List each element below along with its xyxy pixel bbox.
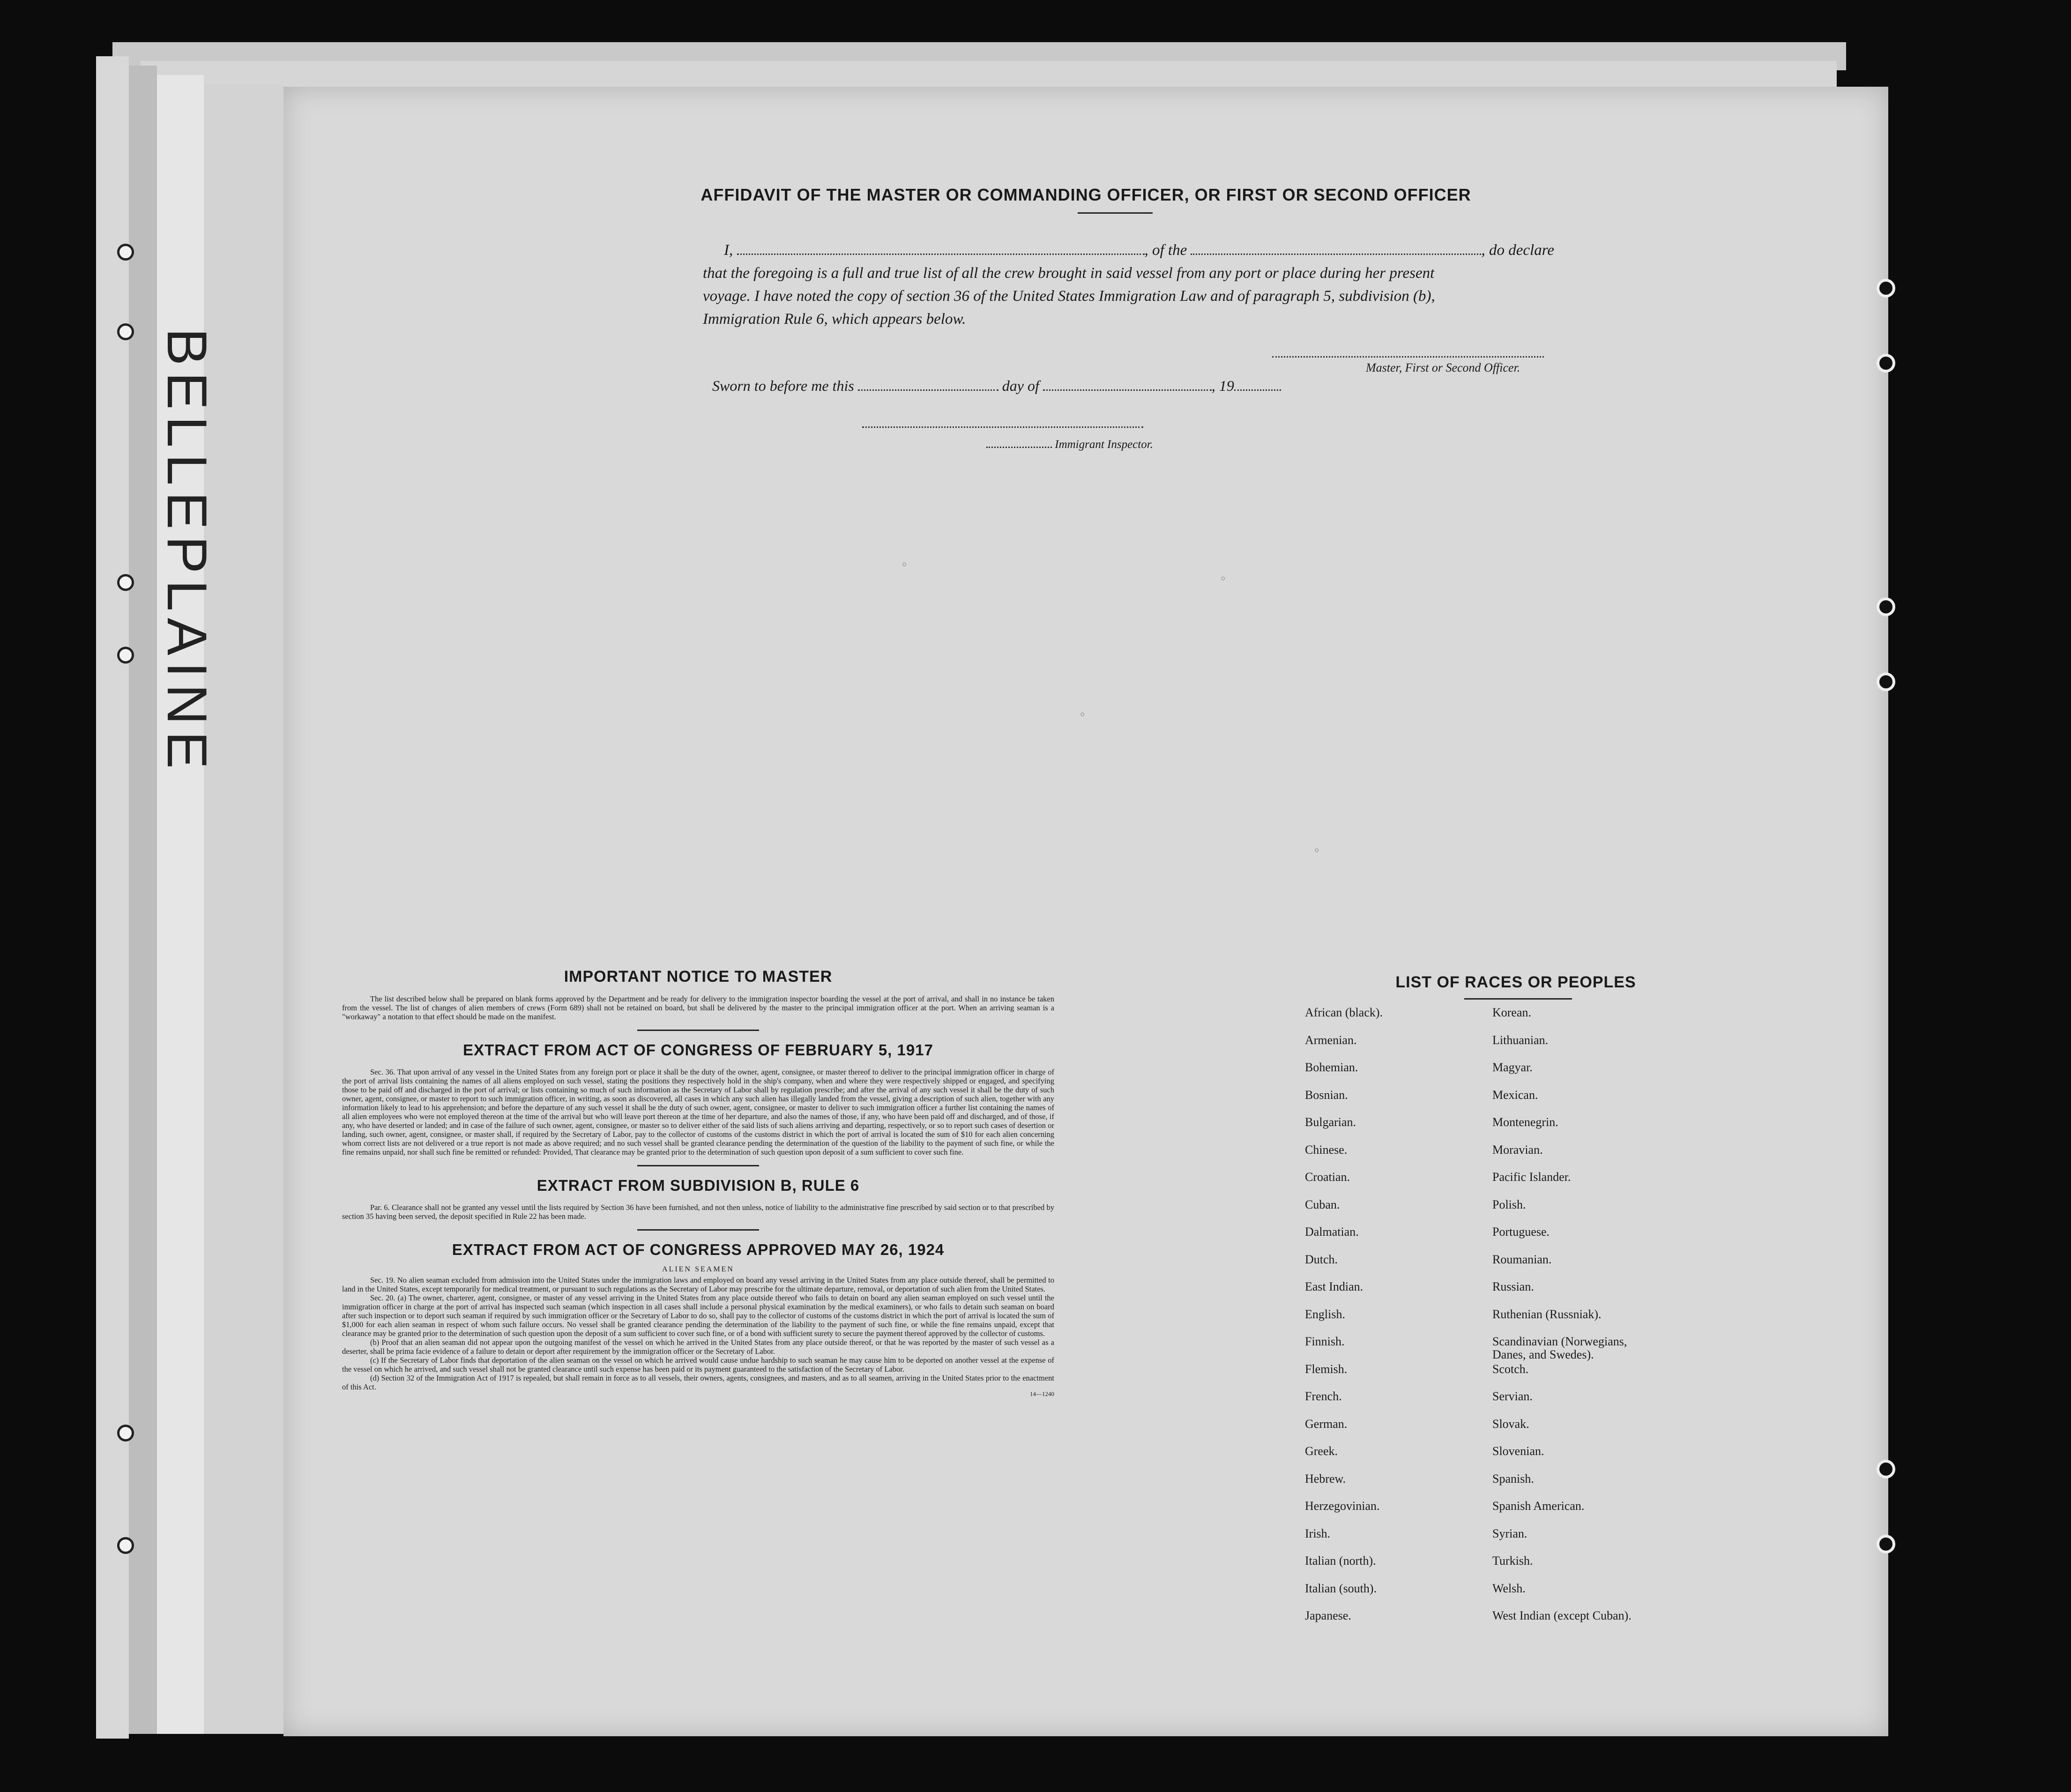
race-item: African (black). [1305, 1006, 1383, 1019]
race-item: Magyar. [1492, 1060, 1533, 1074]
race-item: Mexican. [1492, 1088, 1538, 1102]
race-item: Hebrew. [1305, 1471, 1346, 1486]
of-the-label: , of the [1144, 242, 1187, 259]
race-item: French. [1305, 1389, 1342, 1403]
legal-notices [342, 968, 1054, 1398]
punch-hole [1877, 597, 1895, 616]
race-item: Slovenian. [1492, 1444, 1544, 1458]
race-item: Bulgarian. [1305, 1115, 1356, 1129]
name-blank[interactable] [737, 249, 1145, 255]
race-item: Lithuanian. [1492, 1033, 1549, 1047]
race-item: Italian (south). [1305, 1581, 1377, 1595]
punch-hole [117, 1537, 134, 1554]
race-item: Croatian. [1305, 1170, 1350, 1184]
inspector-label-text: Immigrant Inspector. [1055, 438, 1153, 451]
affidavit-text [703, 239, 1584, 331]
race-item: Montenegrin. [1492, 1115, 1558, 1129]
races-column-2 [1492, 1006, 1736, 1637]
punch-hole [1877, 1535, 1895, 1553]
sworn-line [712, 377, 1281, 395]
race-item: English. [1305, 1307, 1345, 1321]
inspector-dots [986, 442, 1052, 448]
race-item: Polish. [1492, 1197, 1526, 1211]
punch-hole [117, 574, 134, 591]
race-item: Scandinavian (Norwegians, Danes, and Swedes). [1492, 1335, 1627, 1361]
affidavit-title: AFFIDAVIT OF THE MASTER OR COMMANDING OFFICER, OR FIRST OR SECOND OFFICER [700, 185, 1471, 204]
race-item: Slovak. [1492, 1417, 1529, 1431]
extract-1917-text: Sec. 36. That upon arrival of any vessel in the United States from any foreign port or place it shall be the duty of the owner, agent, consignee, or master thereof to deliver to the principal immigration officer in charge of the port of arrival lists containing the names of all aliens employed on such vessel, stating the positions they respectively hold in the ship's company, when and where they were respectively shipped or engaged, and specifying those to be paid off and discharged in the port of arrival; or lists containing so much of such information as the Secretary of Labor shall by regulation prescribe; and after the arrival of any such vessel it shall be the duty of such owner, agent, consignee, or master to report to such immigration officer, in writing, as soon as discovered, all cases in which any such alien has illegally landed from the vessel, giving a description of such alien, together with any information likely to lead to his apprehension; and before the departure of any such vessel it shall be the duty of such owner, agent, consignee, or master to deliver to such immigration officer a further list containing the names of all alien employees who were not employed thereon at the time of the arrival but who will leave port thereon at the time of her departure, and also the names of those, if any, who have been paid off and discharged, and of those, if any, who have deserted or landed; and in case of the failure of such owner, agent, consignee, or master so to deliver either of the said lists of such aliens arriving and departing, respectively, or so to report such cases of desertion or landing, such owner, agent, consignee, or master shall, if required by the Secretary of Labor, pay to the collector of customs of the customs district in which the port of arrival is located the sum of $10 for each alien concerning whom correct lists are not delivered or a true report is not made as above required; and no such vessel shall be granted clearance pending the determination of the question of the liability to the payment of such fine, or while the fine remains unpaid, nor shall such fine be remitted or refunded: Provided, That clearance may be granted prior to the determination of such question upon deposit of a sum sufficient to cover such fine. [342, 1068, 1054, 1157]
section-rule [637, 1030, 759, 1031]
race-item: Turkish. [1492, 1554, 1533, 1568]
sworn-prefix: Sworn to before me this [712, 377, 854, 394]
form-page [283, 87, 1888, 1736]
punch-hole [117, 244, 134, 261]
extract-1917-title: EXTRACT FROM ACT OF CONGRESS OF FEBRUARY 5, 1917 [463, 1041, 933, 1059]
notice-title: IMPORTANT NOTICE TO MASTER [564, 968, 833, 986]
punch-hole [1877, 1460, 1895, 1478]
extract-rule6-text: Par. 6. Clearance shall not be granted any vessel until the lists required by Section 36 have been furnished, and not then unless, notice of liability to the administrative fine prescribed by said section or to that prescribed by section 35 having been served, the deposit specified in Rule 22 has been made. [342, 1203, 1054, 1221]
bleed-through-mark: ° [1080, 710, 1085, 724]
race-item: Roumanian. [1492, 1252, 1552, 1266]
punch-hole [117, 323, 134, 340]
race-item: Dutch. [1305, 1252, 1338, 1266]
declaration-line-2: that the foregoing is a full and true list of all the crew brought in said vessel from any port or place during her present [703, 265, 1435, 282]
signature-label: Master, First or Second Officer. [1366, 361, 1520, 374]
race-item: Pacific Islander. [1492, 1170, 1571, 1184]
race-item: Spanish American. [1492, 1499, 1585, 1513]
race-item: East Indian. [1305, 1280, 1363, 1293]
bleed-through-mark: ° [1314, 846, 1319, 859]
race-item: Irish. [1305, 1526, 1331, 1540]
race-item: Ruthenian (Russniak). [1492, 1307, 1602, 1321]
punch-hole [117, 647, 134, 664]
bleed-through-mark: ° [902, 560, 907, 574]
back-page-edge [141, 61, 1837, 89]
declaration-line [703, 239, 1584, 262]
race-item: Herzegovinian. [1305, 1499, 1380, 1513]
signature-blank[interactable] [1272, 356, 1544, 358]
race-item: Syrian. [1492, 1526, 1527, 1540]
race-item: Servian. [1492, 1389, 1533, 1403]
race-item: Italian (north). [1305, 1554, 1376, 1568]
year-prefix: , 19 [1211, 377, 1234, 394]
race-item: German. [1305, 1417, 1348, 1431]
races-columns [1258, 1006, 1773, 1622]
year-blank[interactable] [1234, 385, 1281, 391]
declaration-line-4: Immigration Rule 6, which appears below. [703, 311, 966, 328]
race-item: Dalmatian. [1305, 1225, 1359, 1239]
binder-edge [96, 56, 129, 1739]
inspector-label [986, 438, 1153, 451]
do-declare-label: , do declare [1481, 242, 1554, 259]
day-blank[interactable] [858, 385, 998, 391]
alien-seamen-subhead: ALIEN SEAMEN [662, 1265, 734, 1273]
declaration-line-3: voyage. I have noted the copy of section 36 of the United States Immigration Law and of paragraph 5, subdivision (b), [703, 288, 1435, 305]
race-item: Greek. [1305, 1444, 1338, 1458]
sec20b-text: (b) Proof that an alien seaman did not appear upon the outgoing manifest of the vessel on which he arrived in the United States from any place outside thereof, or that he was reported by the master of such vessel as a deserter, shall be prima facie evidence of a failure to detain or deport after requirement by the immigration officer or the Secretary of Labor. [342, 1338, 1054, 1356]
race-item: Armenian. [1305, 1033, 1357, 1047]
race-item: Finnish. [1305, 1335, 1345, 1348]
race-item: Spanish. [1492, 1471, 1534, 1486]
race-item: Cuban. [1305, 1197, 1340, 1211]
race-item: Bosnian. [1305, 1088, 1348, 1102]
sec20c-text: (c) If the Secretary of Labor finds that deportation of the alien seaman on the vessel on which he arrived would cause undue hardship to such seaman he may cause him to be deported on another vessel at the expense of the vessel on which he arrived, and such vessel shall not be granted clearance until such expense has been paid or its payment guaranteed to the satisfaction of the Secretary of Labor. [342, 1356, 1054, 1374]
races-title: LIST OF RACES OR PEOPLES [1395, 973, 1636, 991]
binder-edge [129, 66, 157, 1734]
form-number: 14—1240 [1030, 1390, 1054, 1397]
punch-hole [1877, 354, 1895, 373]
races-list [1258, 973, 1773, 1622]
race-item: Japanese. [1305, 1609, 1351, 1622]
title-rule [1078, 212, 1153, 214]
race-item: Bohemian. [1305, 1060, 1358, 1074]
race-item: Korean. [1492, 1006, 1532, 1019]
punch-hole [1877, 279, 1895, 298]
race-item: Portuguese. [1492, 1225, 1550, 1239]
inspector-signature-blank[interactable] [862, 426, 1143, 428]
notice-text: The list described below shall be prepared on blank forms approved by the Department and be ready for delivery to the immigration inspector boarding the vessel at the port of arrival, and shall in no instance be taken from the vessel. The list of changes of alien members of crews (Form 689) shall not be retained on board, but shall be delivered by the master to the principal immigration officer at the port. When an arriving seaman is a "workaway" a notation to that effect should be made on the manifest. [342, 994, 1054, 1021]
punch-hole [1877, 672, 1895, 691]
race-item: West Indian (except Cuban). [1492, 1609, 1631, 1622]
vessel-blank[interactable] [1191, 249, 1481, 255]
section-rule [637, 1165, 759, 1166]
sec20d-text: (d) Section 32 of the Immigration Act of 1917 is repealed, but shall remain in force as to all vessels, their owners, agents, consignees, and masters, and as to all seamen, arriving in the United States prior to the enactment of this Act. [342, 1374, 1054, 1391]
extract-1924-title: EXTRACT FROM ACT OF CONGRESS APPROVED MAY 26, 1924 [452, 1241, 945, 1258]
race-item: Chinese. [1305, 1142, 1348, 1157]
race-item: Welsh. [1492, 1581, 1526, 1595]
punch-hole [117, 1425, 134, 1441]
sec19-text: Sec. 19. No alien seaman excluded from admission into the United States under the immigration laws and employed on board any vessel arriving in the United States from any place outside thereof, shall be permitted to land in the United States, except temporarily for medical treatment, or pursuant to such regulations as the Secretary of Labor may prescribe for the ultimate departure, removal, or deportation of such alien from the United States. [342, 1276, 1054, 1293]
race-item: Moravian. [1492, 1142, 1543, 1157]
binder-strip [157, 75, 204, 1734]
extract-rule6-title: EXTRACT FROM SUBDIVISION B, RULE 6 [536, 1177, 860, 1194]
race-item: Flemish. [1305, 1362, 1348, 1376]
race-item: Russian. [1492, 1280, 1534, 1293]
month-blank[interactable] [1043, 385, 1212, 391]
day-of-label: day of [1002, 377, 1039, 394]
races-rule [1464, 998, 1572, 1000]
sec20a-text: Sec. 20. (a) The owner, charterer, agent, consignee, or master of any vessel arriving in the United States from any place outside thereof who fails to detain on board any alien seaman employed on such vessel until the immigration officer in charge at the port of arrival has inspected such seaman (which inspection in all cases shall include a personal physical examination by the medical examiners), or who fails to detain such seaman on board after such inspection or to deport such seaman if required by such immigration officer or the Secretary of Labor to do so, shall pay to the collector of customs of the customs district in which the port of arrival is located the sum of $1,000 for each alien seaman in respect of whom such failure occurs. No vessel shall be granted clearance pending the determination of the liability to the payment of such fine, or while the fine remains unpaid, except that clearance may be granted prior to the determination of such question upon the deposit of a sum sufficient to cover such fine, or of a bond with sufficient surety to secure the payment thereof approved by the collector of customs. [342, 1293, 1054, 1338]
binder-label: BELLEPLAINE [156, 328, 218, 776]
declaration-start: I, [724, 242, 733, 259]
section-rule [637, 1229, 759, 1231]
race-item: Scotch. [1492, 1362, 1529, 1376]
bleed-through-mark: ° [1221, 574, 1226, 588]
